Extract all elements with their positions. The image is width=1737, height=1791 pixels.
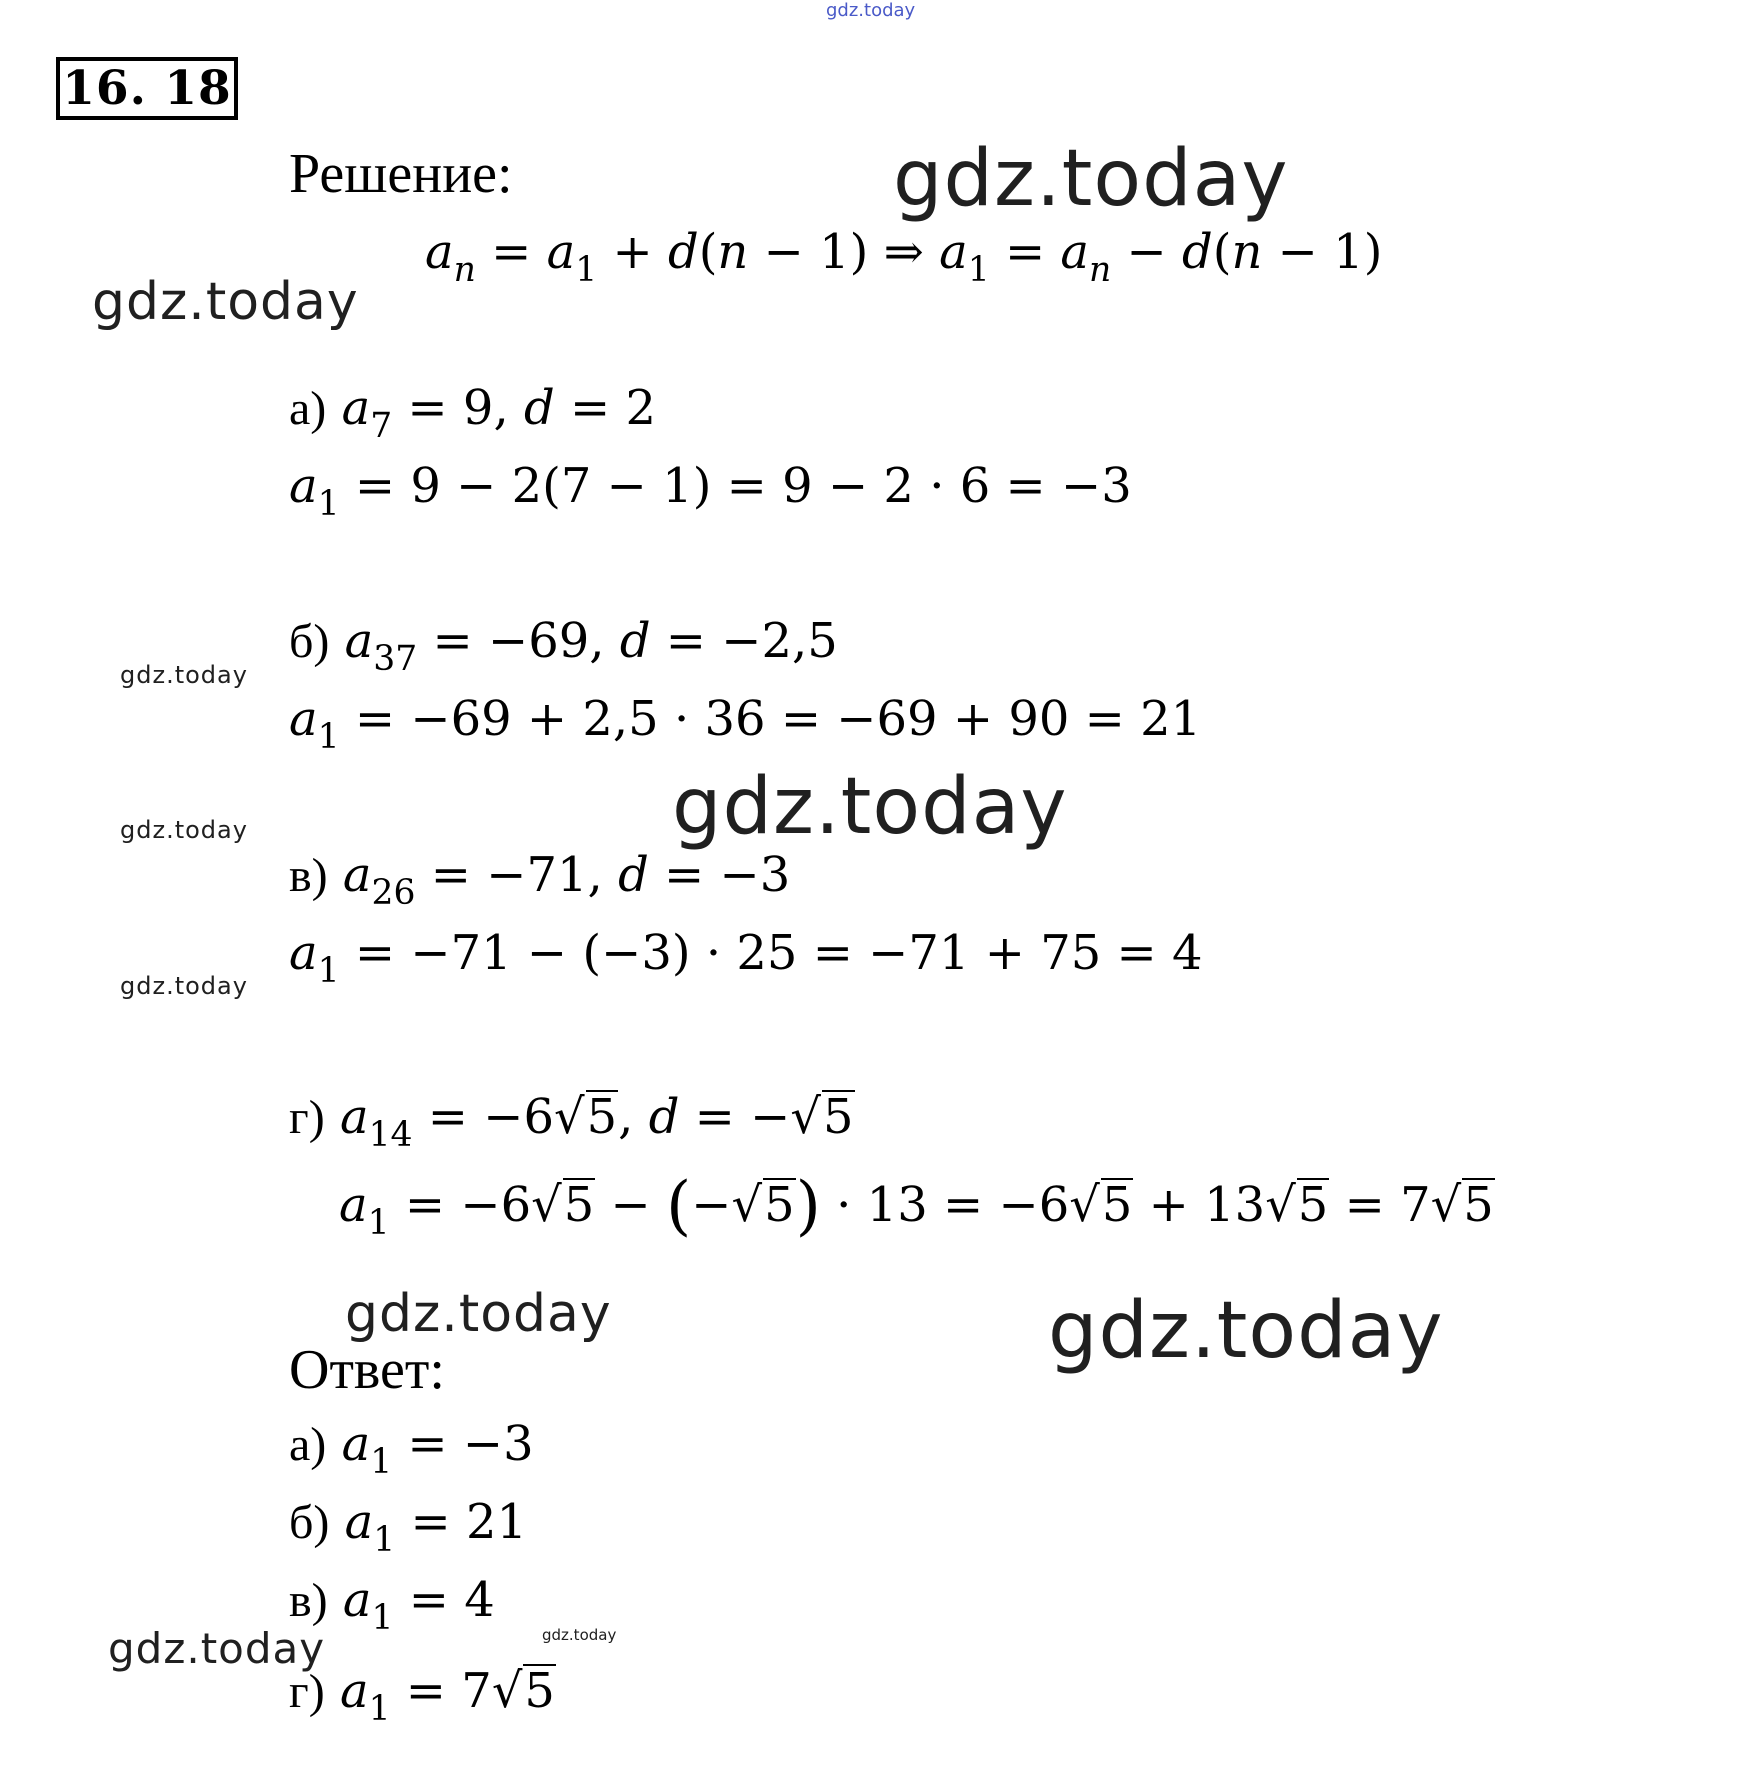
- answer-value: = 7: [390, 1663, 492, 1719]
- radicand: 5: [764, 1177, 795, 1233]
- d-value: = −: [679, 1089, 791, 1145]
- part-v-condition: [289, 847, 791, 914]
- var-a: a: [339, 1177, 368, 1233]
- sqrt-symbol: √: [1430, 1177, 1462, 1233]
- radicand: 5: [563, 1177, 595, 1233]
- watermark-large: gdz.today: [672, 762, 1068, 852]
- part-g-solution: [339, 1168, 1495, 1244]
- paren: (: [698, 224, 718, 280]
- subscript: 7: [370, 406, 393, 447]
- part-label: б): [289, 615, 330, 668]
- var-a: a: [289, 458, 318, 514]
- solution-expression: = 9 − 2(7 − 1) = 9 − 2 · 6 = −3: [339, 458, 1132, 514]
- sqrt-symbol: √: [731, 1177, 763, 1233]
- var-n: n: [1231, 224, 1263, 280]
- implies-arrow: ⇒: [868, 224, 940, 280]
- general-formula: [425, 224, 1383, 291]
- watermark-large: gdz.today: [893, 134, 1289, 224]
- var-n: n: [717, 224, 749, 280]
- sqrt-symbol: √: [531, 1177, 562, 1233]
- var-d: d: [648, 1089, 680, 1145]
- sqrt-symbol: √: [790, 1089, 821, 1145]
- answer-value: = 4: [393, 1572, 495, 1628]
- sqrt-symbol: √: [554, 1089, 585, 1145]
- sqrt-symbol: √: [491, 1663, 523, 1719]
- condition-value: = 9,: [392, 380, 524, 436]
- answer-heading: Ответ:: [289, 1339, 445, 1401]
- part-label: в): [289, 849, 328, 902]
- subscript: 1: [368, 1689, 391, 1730]
- expr-part: = −6: [389, 1177, 532, 1233]
- problem-number: 16. 18: [56, 57, 238, 120]
- answer-v: [289, 1572, 495, 1639]
- plus: +: [597, 224, 668, 280]
- radicand: 5: [586, 1089, 618, 1145]
- condition-value: = −71,: [415, 847, 619, 903]
- watermark-small: gdz.today: [120, 816, 248, 844]
- radicand: 5: [1463, 1177, 1494, 1233]
- subscript: 1: [370, 1442, 393, 1483]
- var-a: a: [341, 1416, 371, 1472]
- subscript: 1: [317, 484, 340, 525]
- part-g-condition: [289, 1089, 855, 1156]
- var-a: a: [342, 1572, 372, 1628]
- expr-part: + 13: [1133, 1177, 1266, 1233]
- minus: −: [1111, 224, 1183, 280]
- minus-one: − 1): [1262, 224, 1383, 280]
- solution-expression: = −69 + 2,5 · 36 = −69 + 90 = 21: [339, 691, 1202, 747]
- subscript: 14: [368, 1115, 413, 1156]
- var-a: a: [344, 613, 374, 669]
- var-a: a: [425, 224, 454, 280]
- subscript: 1: [317, 717, 340, 758]
- answer-a: [289, 1416, 534, 1483]
- part-b-solution: [289, 691, 1202, 758]
- expr-part: · 13 = −6: [820, 1177, 1070, 1233]
- answer-label: г): [289, 1665, 325, 1718]
- var-a: a: [342, 847, 372, 903]
- condition-value: = −6: [412, 1089, 555, 1145]
- part-a-solution: [289, 458, 1132, 525]
- paren: ): [795, 1168, 821, 1244]
- sqrt-symbol: √: [1265, 1177, 1296, 1233]
- part-label: а): [289, 382, 327, 435]
- radicand: 5: [1101, 1177, 1133, 1233]
- watermark-medium: gdz.today: [345, 1284, 612, 1344]
- sub-n: n: [453, 250, 476, 291]
- sub-1: 1: [967, 250, 990, 291]
- solution-heading: Решение:: [289, 143, 513, 205]
- paren: (: [1212, 224, 1232, 280]
- watermark-medium: gdz.today: [108, 1624, 326, 1673]
- comma: ,: [618, 1089, 649, 1145]
- watermark-small: gdz.today: [120, 972, 248, 1000]
- answer-value: = −3: [392, 1416, 534, 1472]
- var-a: a: [546, 224, 576, 280]
- subscript: 37: [373, 639, 418, 680]
- var-d: d: [523, 380, 555, 436]
- minus-one: − 1): [748, 224, 869, 280]
- subscript: 26: [371, 873, 416, 914]
- answer-label: б): [289, 1496, 330, 1549]
- var-d: d: [1182, 224, 1213, 280]
- answer-label: в): [289, 1574, 328, 1627]
- answer-g: [289, 1663, 556, 1730]
- subscript: 1: [317, 951, 340, 992]
- var-d: d: [619, 613, 651, 669]
- answer-b: [289, 1494, 528, 1561]
- var-d: d: [667, 224, 699, 280]
- subscript: 1: [367, 1203, 390, 1244]
- watermark-large: gdz.today: [1048, 1286, 1444, 1376]
- var-a: a: [339, 1663, 369, 1719]
- var-a: a: [344, 1494, 374, 1550]
- part-a-condition: [289, 380, 656, 447]
- watermark-medium: gdz.today: [92, 272, 359, 332]
- sqrt-symbol: √: [1069, 1177, 1100, 1233]
- subscript: 1: [371, 1598, 394, 1639]
- answer-label: а): [289, 1418, 327, 1471]
- watermark-tiny: gdz.today: [542, 1626, 617, 1644]
- radicand: 5: [524, 1663, 555, 1719]
- paren: (: [665, 1168, 692, 1244]
- equals: =: [475, 224, 547, 280]
- watermark-top: gdz.today: [826, 0, 916, 21]
- var-a: a: [289, 691, 318, 747]
- part-label: г): [289, 1091, 325, 1144]
- var-a: a: [289, 925, 318, 981]
- var-a: a: [341, 380, 371, 436]
- d-value: = −3: [648, 847, 791, 903]
- var-a: a: [939, 224, 968, 280]
- d-value: = 2: [554, 380, 656, 436]
- radicand: 5: [1297, 1177, 1329, 1233]
- subscript: 1: [373, 1520, 396, 1561]
- var-d: d: [618, 847, 649, 903]
- var-a: a: [339, 1089, 369, 1145]
- answer-value: = 21: [395, 1494, 528, 1550]
- expr-part: −: [691, 1177, 732, 1233]
- var-a: a: [1060, 224, 1090, 280]
- d-value: = −2,5: [650, 613, 838, 669]
- radicand: 5: [822, 1089, 854, 1145]
- sub-n: n: [1089, 250, 1112, 291]
- watermark-small: gdz.today: [120, 661, 248, 689]
- part-b-condition: [289, 613, 838, 680]
- condition-value: = −69,: [417, 613, 620, 669]
- equals: =: [989, 224, 1061, 280]
- part-v-solution: [289, 925, 1203, 992]
- expr-part: −: [595, 1177, 666, 1233]
- expr-part: = 7: [1329, 1177, 1431, 1233]
- solution-expression: = −71 − (−3) · 25 = −71 + 75 = 4: [339, 925, 1203, 981]
- sub-1: 1: [575, 250, 598, 291]
